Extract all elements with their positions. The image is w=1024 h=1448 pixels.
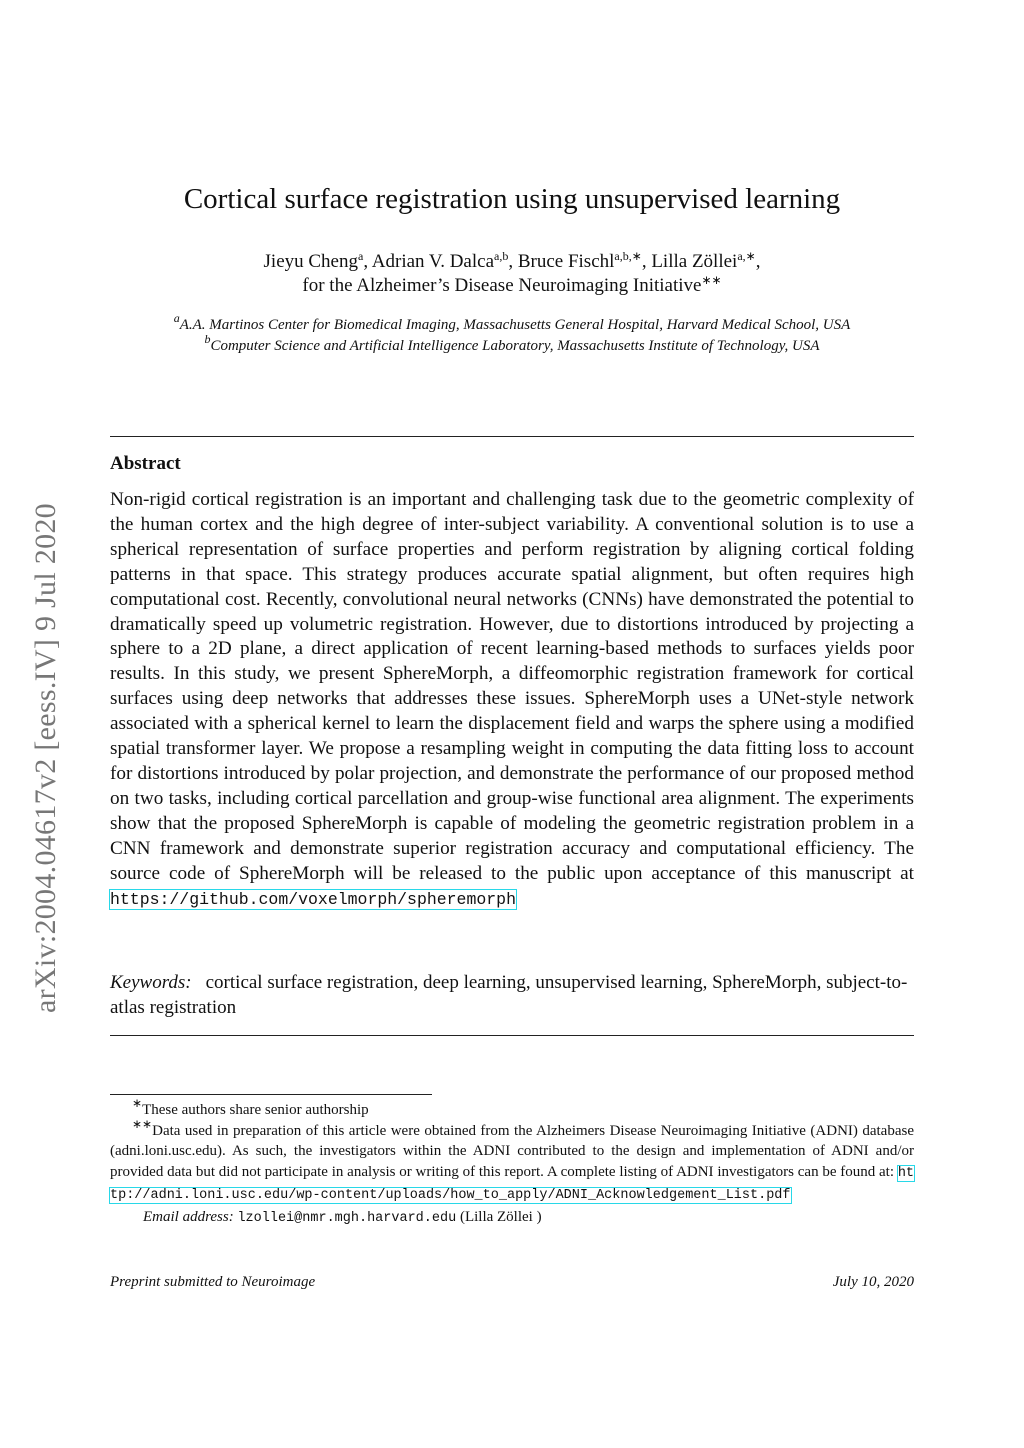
footer-date: July 10, 2020 (832, 1274, 914, 1290)
affiliation-text: A.A. Martinos Center for Biomedical Imaging, Massachusetts General Hospital, Harvard Medical School, USA (179, 317, 851, 333)
code-repository-link[interactable]: https://github.com/voxelmorph/spheremorph (110, 889, 516, 909)
abstract-text: Non-rigid cortical registration is an important and challenging task due to the geometric complexity of the human cortex and the high degree of inter-subject variability. A conventional solution is to use a spherical representation of surface properties and perform registration by aligning cortical folding patterns in that space. This strategy produces accurate spatial alignment, but often requires high computational cost. Recently, convolutional neural networks (CNNs) have demonstrated the potential to dramatically speed up volumetric registration. However, due to distortions introduced by projecting a sphere to a 2D plane, a direct application of recent learning-based methods to surfaces yields poor results. In this study, we present SphereMorph, a diffeomorphic registration framework for cortical surfaces using deep networks that addresses these issues. SphereMorph uses a UNet-style network associated with a spherical kernel to learn the displacement field and warps the sphere using a modified spatial transformer layer. We propose a resampling weight in computing the data fitting loss to account for distortions introduced by polar projection, and demonstrate the performance of our proposed method on two tasks, including cortical parcellation and group-wise functional area alignment. The experiments show that the proposed SphereMorph is capable of modeling the geometric registration problem in a CNN framework and demonstrate superior registration accuracy and computational efficiency. The source code of SphereMorph will be released to the public upon acceptance of this manuscript at (110, 489, 914, 884)
footnote-rule (110, 1094, 432, 1095)
arxiv-margin-stamp: arXiv:2004.04617v2 [eess.IV] 9 Jul 2020 (29, 503, 62, 1013)
email-address[interactable]: lzollei@nmr.mgh.harvard.edu (237, 1210, 457, 1226)
abstract-body (110, 488, 914, 912)
affiliation-mark: b (204, 331, 211, 346)
top-rule (110, 436, 914, 437)
footnotes (110, 1096, 915, 1230)
consortium-name: for the Alzheimer’s Disease Neuroimaging Initiative (302, 275, 702, 296)
author-affil-mark: a,∗ (737, 249, 756, 263)
footnote-text: Data used in preparation of this article were obtained from the Alzheimers Disease Neuroimaging Initiative (ADNI) database (adni.loni.usc.edu). As such, the investigators within the ADNI contributed to the design and implementation of ADNI and/or provided data but did not participate in analysis or writing of this report. A complete listing of ADNI investigators can be found at: (110, 1122, 914, 1180)
consortium-line (0, 274, 1024, 298)
affiliation-a (110, 311, 914, 336)
footnote-senior-authorship (110, 1096, 914, 1121)
keywords (110, 971, 914, 1020)
email-owner: (Lilla Zöllei ) (459, 1208, 542, 1225)
footer-journal: Preprint submitted to Neuroimage (110, 1274, 316, 1290)
page-footer (110, 1274, 914, 1291)
adni-list-link[interactable]: http://adni.loni.usc.edu/wp-content/uploads/how_to_apply/ADNI_Acknowledgement_List.pdf (110, 1165, 915, 1204)
footnote-adni (110, 1116, 915, 1207)
affiliation-text: Computer Science and Artificial Intelligence Laboratory, Massachusetts Institute of Technology, USA (210, 337, 820, 354)
paper-title: Cortical surface registration using unsupervised learning (183, 183, 841, 215)
footnote-email (110, 1207, 914, 1230)
footnote-mark: ∗ (132, 1096, 143, 1110)
author-block (0, 250, 1024, 298)
affiliation-mark: a (173, 311, 180, 325)
footnote-mark: ∗∗ (132, 1116, 153, 1131)
abstract-heading: Abstract (110, 453, 181, 474)
author-affil-mark: a,b (494, 249, 509, 263)
email-label: Email address: (143, 1208, 234, 1225)
affiliations (110, 311, 914, 356)
keywords-label: Keywords: (110, 972, 192, 993)
author-name: Bruce Fischl (517, 251, 615, 272)
author-name: Adrian V. Dalca (371, 251, 495, 272)
consortium-footnote-mark: ∗∗ (701, 273, 722, 287)
author-affil-mark: a,b,∗ (614, 249, 642, 263)
footnote-text: These authors share senior authorship (142, 1102, 369, 1118)
keywords-text: cortical surface registration, deep learning, unsupervised learning, SphereMorph, subject-to-atlas registration (110, 972, 908, 1018)
author-name: Jieyu Cheng (263, 251, 358, 272)
author-name: Lilla Zöllei (651, 251, 738, 272)
author-line: Jieyu Cheng$^a$, Adrian V. Dalca$^{a,b}$, Bruce Fischl$^{a,b,∗}$, Lilla Zöllei$^{a,∗}$, (263, 249, 761, 272)
affiliation-b (110, 331, 914, 357)
author-affil-mark: a (357, 249, 364, 263)
bottom-rule (110, 1035, 914, 1036)
